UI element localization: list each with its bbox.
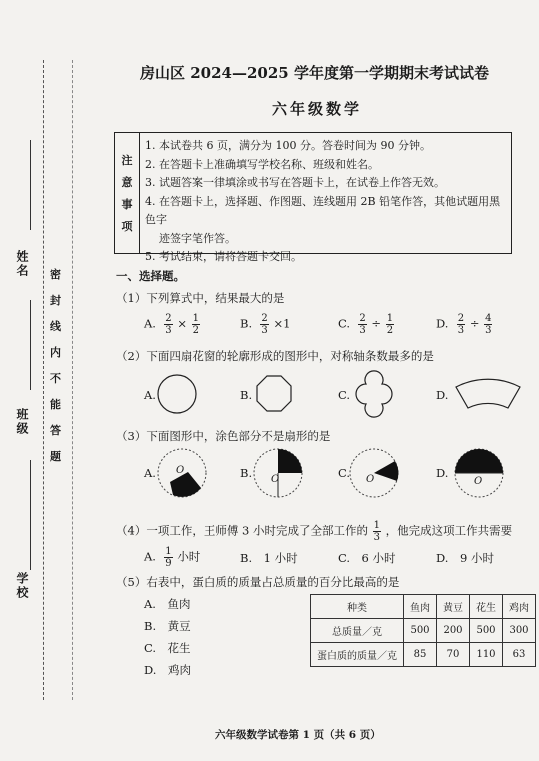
seal-char: 答 <box>50 424 61 437</box>
notice-item: 迹签字笔作答。 <box>159 231 236 245</box>
q1-stem: （1）下列算式中，结果最大的是 <box>116 291 285 305</box>
center-label: O <box>366 474 375 485</box>
table-header-row <box>311 595 536 619</box>
table-cell: 500 <box>470 619 503 643</box>
q5-option-a[interactable]: A. 鱼肉 <box>144 597 191 611</box>
q2-stem: （2）下面四扇花窗的轮廓形成的图形中，对称轴条数最多的是 <box>116 349 434 363</box>
q4-stem <box>116 520 512 543</box>
seal-char: 能 <box>50 398 61 411</box>
q3-stem: （3）下面图形中，涂色部分不是扇形的是 <box>116 429 331 443</box>
center-label: O <box>271 474 280 485</box>
table-cell: 200 <box>437 619 470 643</box>
table-cell: 蛋白质的质量／克 <box>311 643 404 667</box>
protein-table <box>310 594 536 667</box>
class-label: 班级 <box>15 408 29 436</box>
fraction: $\frac{2}{3}$ <box>457 313 465 336</box>
q2-option-d[interactable]: D. <box>436 388 449 402</box>
q4-option-d[interactable]: D. 9 小时 <box>436 551 494 565</box>
q2-option-a[interactable]: A. <box>144 388 156 402</box>
fraction: $\frac{2}{3}$ <box>359 313 366 336</box>
q5-option-b[interactable]: B. 黄豆 <box>144 619 191 633</box>
shaded-region <box>170 472 201 497</box>
q4-option-a[interactable] <box>144 546 200 569</box>
option-letter: D. <box>436 316 449 331</box>
shaded-sector <box>455 449 503 473</box>
fraction: $\frac{2}{3}$ <box>261 313 268 336</box>
notice-label-char: 事 <box>121 198 133 211</box>
center-label: O <box>474 476 483 487</box>
seal-char: 题 <box>50 450 61 463</box>
option-letter: B. <box>240 316 253 331</box>
table-cell: 63 <box>503 643 536 667</box>
operator: ÷ <box>371 316 382 331</box>
q5-option-c[interactable]: C. 花生 <box>144 641 191 655</box>
page-footer: 六年级数学试卷第 1 页（共 6 页） <box>215 729 381 741</box>
notice-label-char: 项 <box>121 220 133 233</box>
notice-label-char: 注 <box>121 154 133 167</box>
seal-char: 不 <box>50 372 61 385</box>
q4-option-b[interactable]: B. 1 小时 <box>240 551 298 565</box>
table-cell: 110 <box>470 643 503 667</box>
seal-char: 内 <box>50 346 61 359</box>
q3-option-d[interactable]: D. <box>436 466 449 480</box>
operator: ×1 <box>273 316 291 331</box>
q2-option-b[interactable]: B. <box>240 388 253 402</box>
q5-stem: （5）右表中，蛋白质的质量占总质量的百分比最高的是 <box>116 575 400 589</box>
exam-subtitle: 六年级数学 <box>272 100 363 118</box>
fraction: $\frac{1}{2}$ <box>192 313 199 336</box>
q2-option-c[interactable]: C. <box>338 388 351 402</box>
fraction: $\frac{1}{3}$ <box>373 520 380 543</box>
shaded-sector <box>374 461 398 481</box>
notice-item: 3. 试题答案一律填涂或书写在答题卡上，在试卷上作答无效。 <box>145 176 445 189</box>
school-label: 学校 <box>15 572 29 600</box>
q4-stem-text: （4）一项工作，王师傅 3 小时完成了全部工作的 <box>116 523 368 538</box>
option-letter: C. <box>338 316 351 331</box>
table-cell: 85 <box>404 643 437 667</box>
seal-char: 密 <box>50 268 61 281</box>
unit: 小时 <box>177 549 201 564</box>
table-header-cell: 种类 <box>311 595 404 619</box>
fraction: $\frac{1}{2}$ <box>386 313 394 336</box>
section-heading: 一、选择题。 <box>116 269 185 283</box>
q4-option-c[interactable]: C. 6 小时 <box>338 551 396 565</box>
fraction: $\frac{1}{9}$ <box>165 546 172 569</box>
notice-item: 1. 本试卷共 6 页，满分为 100 分。答卷时间为 90 分钟。 <box>145 139 431 152</box>
notice-item: 4. 在答题卡上，选择题、作图题、连线题用 2B 铅笔作答，其他试题用黑色字 <box>145 194 501 226</box>
notice-label-char: 意 <box>121 176 133 189</box>
table-cell: 总质量／克 <box>311 619 404 643</box>
table-header-cell: 鸡肉 <box>503 595 536 619</box>
fraction: $\frac{2}{3}$ <box>165 313 172 336</box>
q3-option-a[interactable]: A. <box>144 466 156 480</box>
table-cell: 300 <box>503 619 536 643</box>
name-label: 姓名 <box>15 250 29 278</box>
table-header-cell: 鱼肉 <box>404 595 437 619</box>
table-header-cell: 花生 <box>470 595 503 619</box>
center-label: O <box>176 465 185 476</box>
seal-char: 线 <box>50 320 61 333</box>
q5-option-d[interactable]: D. 鸡肉 <box>144 663 191 677</box>
exam-title: 房山区 2024—2025 学年度第一学期期末考试试卷 <box>140 64 489 82</box>
q3-option-b[interactable]: B. <box>240 466 253 480</box>
shaded-sector <box>278 449 302 473</box>
seal-char: 封 <box>50 294 61 307</box>
operator: ÷ <box>469 316 480 331</box>
table-cell: 70 <box>437 643 470 667</box>
option-letter: A. <box>144 549 156 564</box>
operator: × <box>177 316 187 331</box>
table-row <box>311 619 536 643</box>
option-letter: A. <box>144 316 156 331</box>
table-cell: 500 <box>404 619 437 643</box>
q3-option-c[interactable]: C. <box>338 466 351 480</box>
notice-item: 2. 在答题卡上准确填写学校名称、班级和姓名。 <box>145 157 379 171</box>
notice-item: 5. 考试结束，请将答题卡交回。 <box>145 250 302 263</box>
table-row <box>311 643 536 667</box>
q4-stem-text: ，他完成这项工作共需要 <box>385 523 513 538</box>
table-header-cell: 黄豆 <box>437 595 470 619</box>
fraction: $\frac{4}{3}$ <box>485 313 492 336</box>
